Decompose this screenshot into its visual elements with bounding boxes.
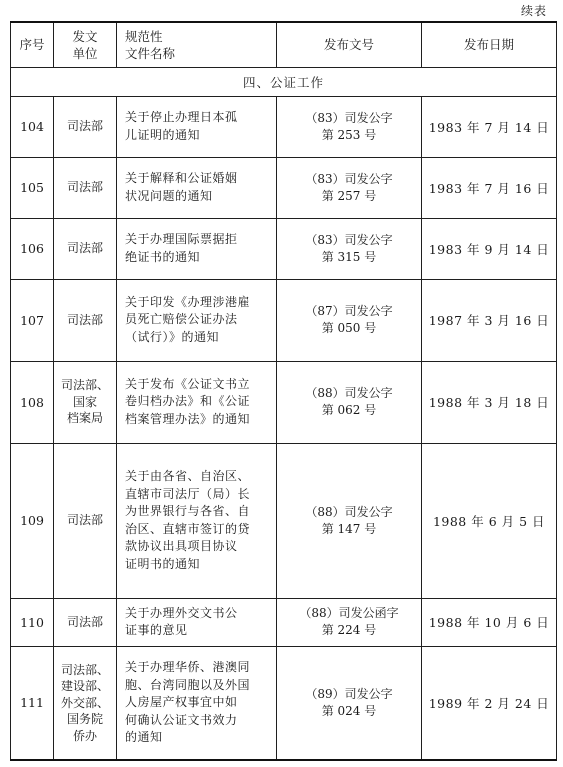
row-number-line: （88）司发公函字 — [299, 606, 399, 620]
row-unit-line: 司法部 — [66, 614, 103, 629]
row-title-line: 的通知 — [125, 730, 163, 744]
header-title-line: 文件名称 — [125, 45, 176, 61]
row-unit-line: 建设部、 — [60, 679, 109, 693]
row-number-line: （89）司发公字 — [305, 686, 393, 701]
row-seq: 104 — [11, 96, 54, 157]
header-date-line: 发布日期 — [463, 37, 514, 53]
row-unit-line: 司法部、 — [60, 662, 109, 677]
row-number-line: （83）司发公字 — [305, 171, 393, 186]
row-number-line: 第 253 号 — [321, 127, 377, 142]
header-title — [117, 22, 277, 67]
table-row — [11, 96, 557, 157]
row-number — [277, 361, 422, 443]
section-title: 四、公证工作 — [11, 67, 557, 96]
row-number-line: （87）司发公字 — [305, 304, 393, 318]
header-title-line: 规范性 — [125, 28, 163, 44]
row-date: 1989 年 2 月 24 日 — [422, 646, 557, 760]
row-unit-line: 外交部、 — [60, 695, 109, 710]
row-number — [277, 279, 422, 361]
regulations-table — [10, 21, 557, 761]
row-unit — [54, 96, 117, 157]
row-seq: 110 — [11, 598, 54, 646]
row-number-line: （83）司发公字 — [305, 232, 393, 247]
row-unit-line: 司法部 — [66, 241, 103, 256]
row-unit-line: 司法部 — [66, 180, 103, 195]
row-title — [117, 361, 277, 443]
header-seq-line: 序号 — [19, 37, 45, 53]
table-row — [11, 443, 557, 598]
row-title-line: 人房屋产权事宜中如 — [125, 695, 238, 709]
header-seq — [11, 22, 54, 67]
row-number — [277, 443, 422, 598]
row-unit-line: 档案局 — [66, 411, 103, 426]
table-row — [11, 361, 557, 443]
row-number-line: 第 050 号 — [321, 321, 377, 335]
row-unit — [54, 598, 117, 646]
row-number-line: （88）司发公字 — [305, 504, 393, 519]
row-title-line: （试行）》的通知 — [125, 329, 220, 344]
row-title-line: 关于印发《办理涉港雇 — [125, 294, 251, 309]
row-seq: 106 — [11, 218, 54, 279]
continued-label: 续表 — [520, 4, 547, 18]
row-unit — [54, 361, 117, 443]
row-date: 1987 年 3 月 16 日 — [422, 279, 557, 361]
row-title — [117, 443, 277, 598]
table-row — [11, 157, 557, 218]
row-unit — [54, 279, 117, 361]
row-date: 1983 年 7 月 14 日 — [422, 96, 557, 157]
header-unit-line: 发文 — [72, 28, 98, 44]
row-number — [277, 598, 422, 646]
row-unit — [54, 157, 117, 218]
row-number — [277, 157, 422, 218]
row-title — [117, 646, 277, 760]
table-row — [11, 279, 557, 361]
row-title-line: 治区、直辖市签订的贷 — [125, 521, 251, 536]
row-title-line: 关于发布《公证文书立 — [125, 376, 251, 391]
row-date: 1988 年 10 月 6 日 — [422, 598, 557, 646]
row-title-line: 款协议出具项目协议 — [125, 539, 238, 553]
row-title-line: 关于办理国际票据拒 — [125, 232, 238, 246]
row-unit-line: 国家 — [72, 394, 97, 409]
row-date: 1988 年 6 月 5 日 — [422, 443, 557, 598]
row-unit-line: 司法部 — [66, 119, 103, 134]
row-number — [277, 218, 422, 279]
row-date: 1983 年 9 月 14 日 — [422, 218, 557, 279]
row-number-line: 第 224 号 — [321, 623, 377, 637]
row-title-line: 证明书的通知 — [125, 556, 201, 571]
row-title-line: 胞、台湾同胞以及外国 — [125, 677, 251, 692]
row-date: 1983 年 7 月 16 日 — [422, 157, 557, 218]
row-number-line: 第 315 号 — [321, 249, 377, 264]
row-title-line: 档案管理办法》的通知 — [125, 411, 251, 426]
row-title-line: 关于办理华侨、港澳同 — [125, 660, 251, 674]
row-number — [277, 646, 422, 760]
row-title-line: 证事的意见 — [125, 623, 188, 637]
row-title-line: 直辖市司法厅（局）长 — [125, 486, 251, 501]
row-title-line: 为世界银行与各省、自 — [125, 504, 251, 518]
row-unit-line: 司法部 — [66, 513, 103, 528]
row-title-line: 关于停止办理日本孤 — [125, 110, 238, 124]
header-number-line: 发布文号 — [323, 37, 374, 53]
row-number-line: 第 062 号 — [321, 403, 377, 417]
row-title-line: 状况问题的通知 — [125, 188, 213, 203]
row-number — [277, 96, 422, 157]
row-seq: 107 — [11, 279, 54, 361]
table-row — [11, 218, 557, 279]
header-number — [277, 22, 422, 67]
row-seq: 111 — [11, 646, 54, 760]
row-title-line: 何确认公证文书效力 — [125, 712, 238, 727]
row-title — [117, 157, 277, 218]
row-unit-line: 国务院 — [66, 712, 103, 726]
row-title-line: 关于解释和公证婚姻 — [125, 171, 238, 185]
row-seq: 109 — [11, 443, 54, 598]
row-title-line: 卷归档办法》和《公证 — [125, 394, 251, 409]
row-unit — [54, 443, 117, 598]
row-number-line: 第 257 号 — [321, 188, 377, 203]
row-title — [117, 218, 277, 279]
row-unit-line: 司法部 — [66, 312, 103, 327]
section-row — [11, 67, 557, 96]
table-row — [11, 598, 557, 646]
row-seq: 105 — [11, 157, 54, 218]
row-date: 1988 年 3 月 18 日 — [422, 361, 557, 443]
header-unit — [54, 22, 117, 67]
header-unit-line: 单位 — [72, 45, 98, 61]
row-title-line: 绝证书的通知 — [125, 249, 201, 264]
row-unit-line: 司法部、 — [60, 378, 109, 393]
row-number-line: （83）司发公字 — [305, 110, 393, 125]
row-unit-line: 侨办 — [72, 728, 97, 743]
row-unit — [54, 218, 117, 279]
row-unit — [54, 646, 117, 760]
row-title-line: 关于办理外交文书公 — [125, 605, 238, 620]
row-title-line: 儿证明的通知 — [125, 127, 201, 142]
table-header-row — [11, 22, 557, 67]
row-number-line: 第 024 号 — [321, 703, 377, 718]
row-number-line: 第 147 号 — [321, 521, 377, 536]
table-row — [11, 646, 557, 760]
row-title — [117, 279, 277, 361]
row-title-line: 员死亡赔偿公证办法 — [125, 312, 238, 327]
row-seq: 108 — [11, 361, 54, 443]
row-number-line: （88）司发公字 — [305, 386, 393, 400]
row-title-line: 关于由各省、自治区、 — [125, 469, 251, 483]
row-title — [117, 96, 277, 157]
header-date — [422, 22, 557, 67]
row-title — [117, 598, 277, 646]
